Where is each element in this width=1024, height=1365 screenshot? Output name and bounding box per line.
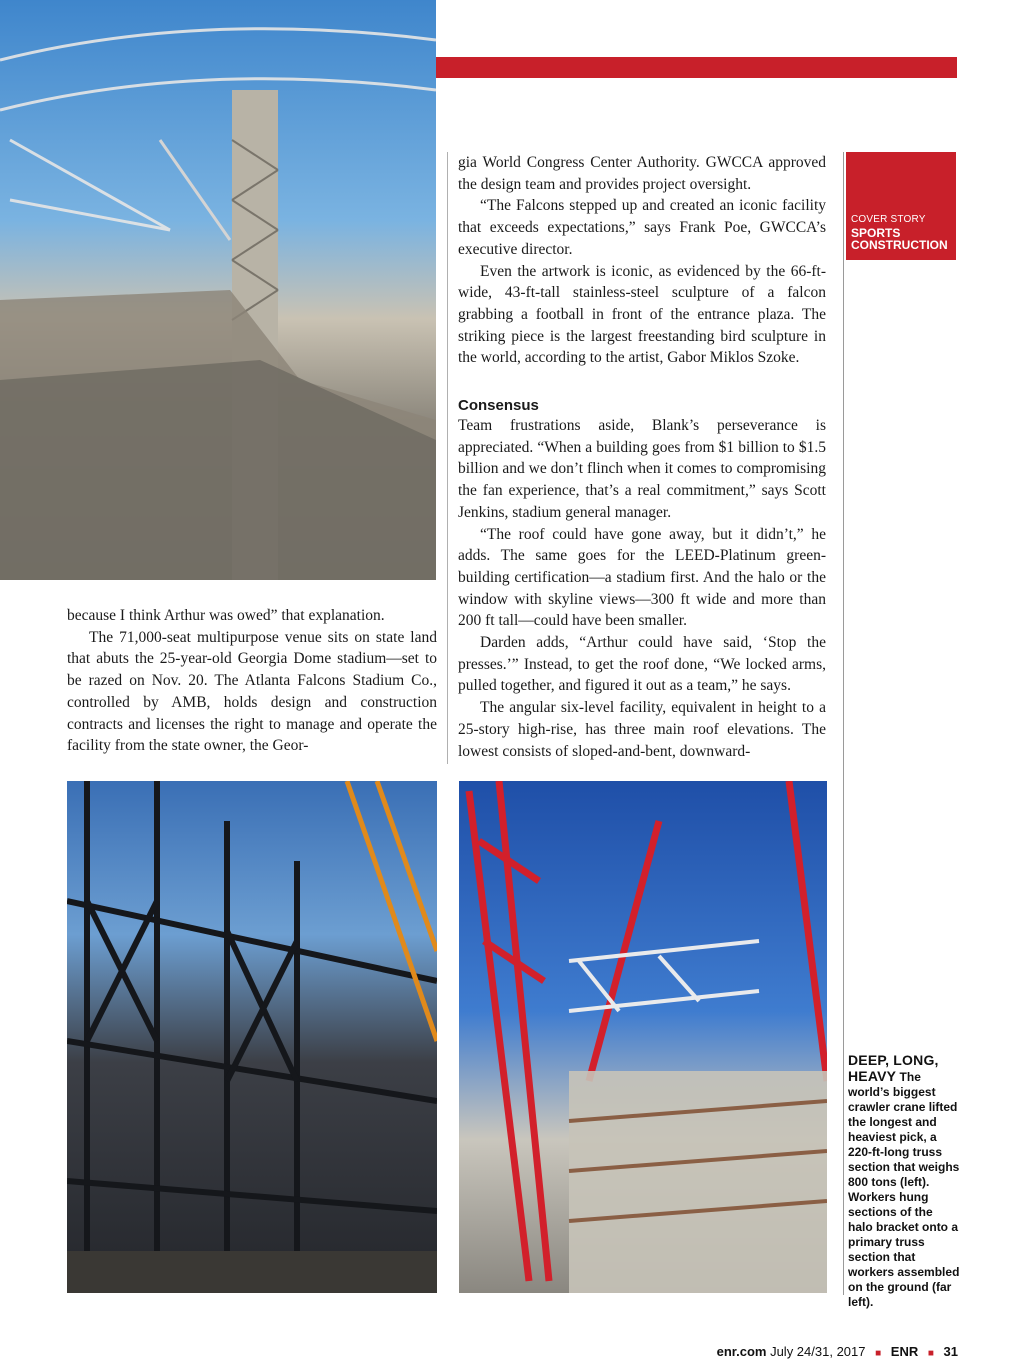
paragraph: “The Falcons stepped up and created an iconic facility that exceeds expectations,” says Frank Poe, GWCCA’s executive director. [458, 197, 826, 258]
steel-truss-photo [67, 781, 437, 1293]
right-text-column [458, 152, 826, 762]
caption-text: The world’s biggest crawler crane lifted the longest and heaviest pick, a 220-ft-long truss section that weighs 800 tons (left). Workers hung sections of the halo bracket onto a primary truss section that workers assembled on the ground (far left). [848, 1070, 960, 1309]
photo-caption [848, 1053, 960, 1310]
paragraph: gia World Congress Center Authority. GWCCA approved the design team and provides project oversight. [458, 154, 826, 193]
stadium-interior-photo [0, 0, 436, 580]
section-title: SPORTS CONSTRUCTION [851, 226, 948, 252]
paragraph: The angular six-level facility, equivalent in height to a 25-story high-rise, has three main roof elevations. The lowest consists of sloped-and-bent, downward- [458, 699, 826, 760]
section-label: COVER STORY [851, 214, 926, 225]
left-text-column [67, 605, 437, 757]
paragraph: Team frustrations aside, Blank’s perseverance is appreciated. “When a building goes from $1 billion to $1.5 billion and we don’t flinch when it comes to compromising the fan experience, that’s a real commitment,” says Scott Jenkins, stadium general manager. [458, 417, 826, 521]
paragraph: Even the artwork is iconic, as evidenced by the 66-ft-wide, 43-ft-tall stainless-steel sculpture of a falcon grabbing a football in front of the entrance plaza. The striking piece is the largest freestanding bird sculpture in the world, according to the artist, Gabor Miklos Szoke. [458, 262, 826, 367]
separator-icon: ■ [927, 1348, 934, 1359]
section-tab [846, 152, 956, 260]
crawler-crane-photo [459, 781, 827, 1293]
footer-brand: ENR [890, 1344, 919, 1359]
caption-headline: DEEP, LONG, HEAVY [848, 1052, 939, 1084]
column-divider-right [843, 152, 844, 1295]
footer-date: July 24/31, 2017 [770, 1344, 866, 1359]
paragraph: “The roof could have gone away, but it didn’t,” he adds. The same goes for the LEED-Platinum green-building certification—a stadium first. And the halo or the window with skyline views—300 ft wide and more than 200 ft tall—could have been smaller. [458, 525, 826, 630]
footer-site: enr.com [716, 1344, 767, 1359]
page-footer [717, 1344, 958, 1359]
column-divider-middle [447, 152, 448, 764]
paragraph: The 71,000-seat multipurpose venue sits on state land that abuts the 25-year-old Georgia Dome stadium—set to be razed on Nov. 20. The Atlanta Falcons Stadium Co., controlled by AMB, holds design and construction contracts and licenses the right to manage and operate the facility from the state owner, the Geor- [67, 628, 437, 755]
page-number: 31 [943, 1344, 958, 1359]
paragraph: because I think Arthur was owed” that explanation. [67, 607, 385, 624]
subheading: Consensus [458, 397, 539, 415]
header-accent-bar [435, 57, 957, 78]
paragraph: Darden adds, “Arthur could have said, ‘Stop the presses.’” Instead, to get the roof done, “We locked arms, pulled together, and figured it out as a team,” he says. [458, 634, 826, 695]
separator-icon: ■ [875, 1348, 882, 1359]
